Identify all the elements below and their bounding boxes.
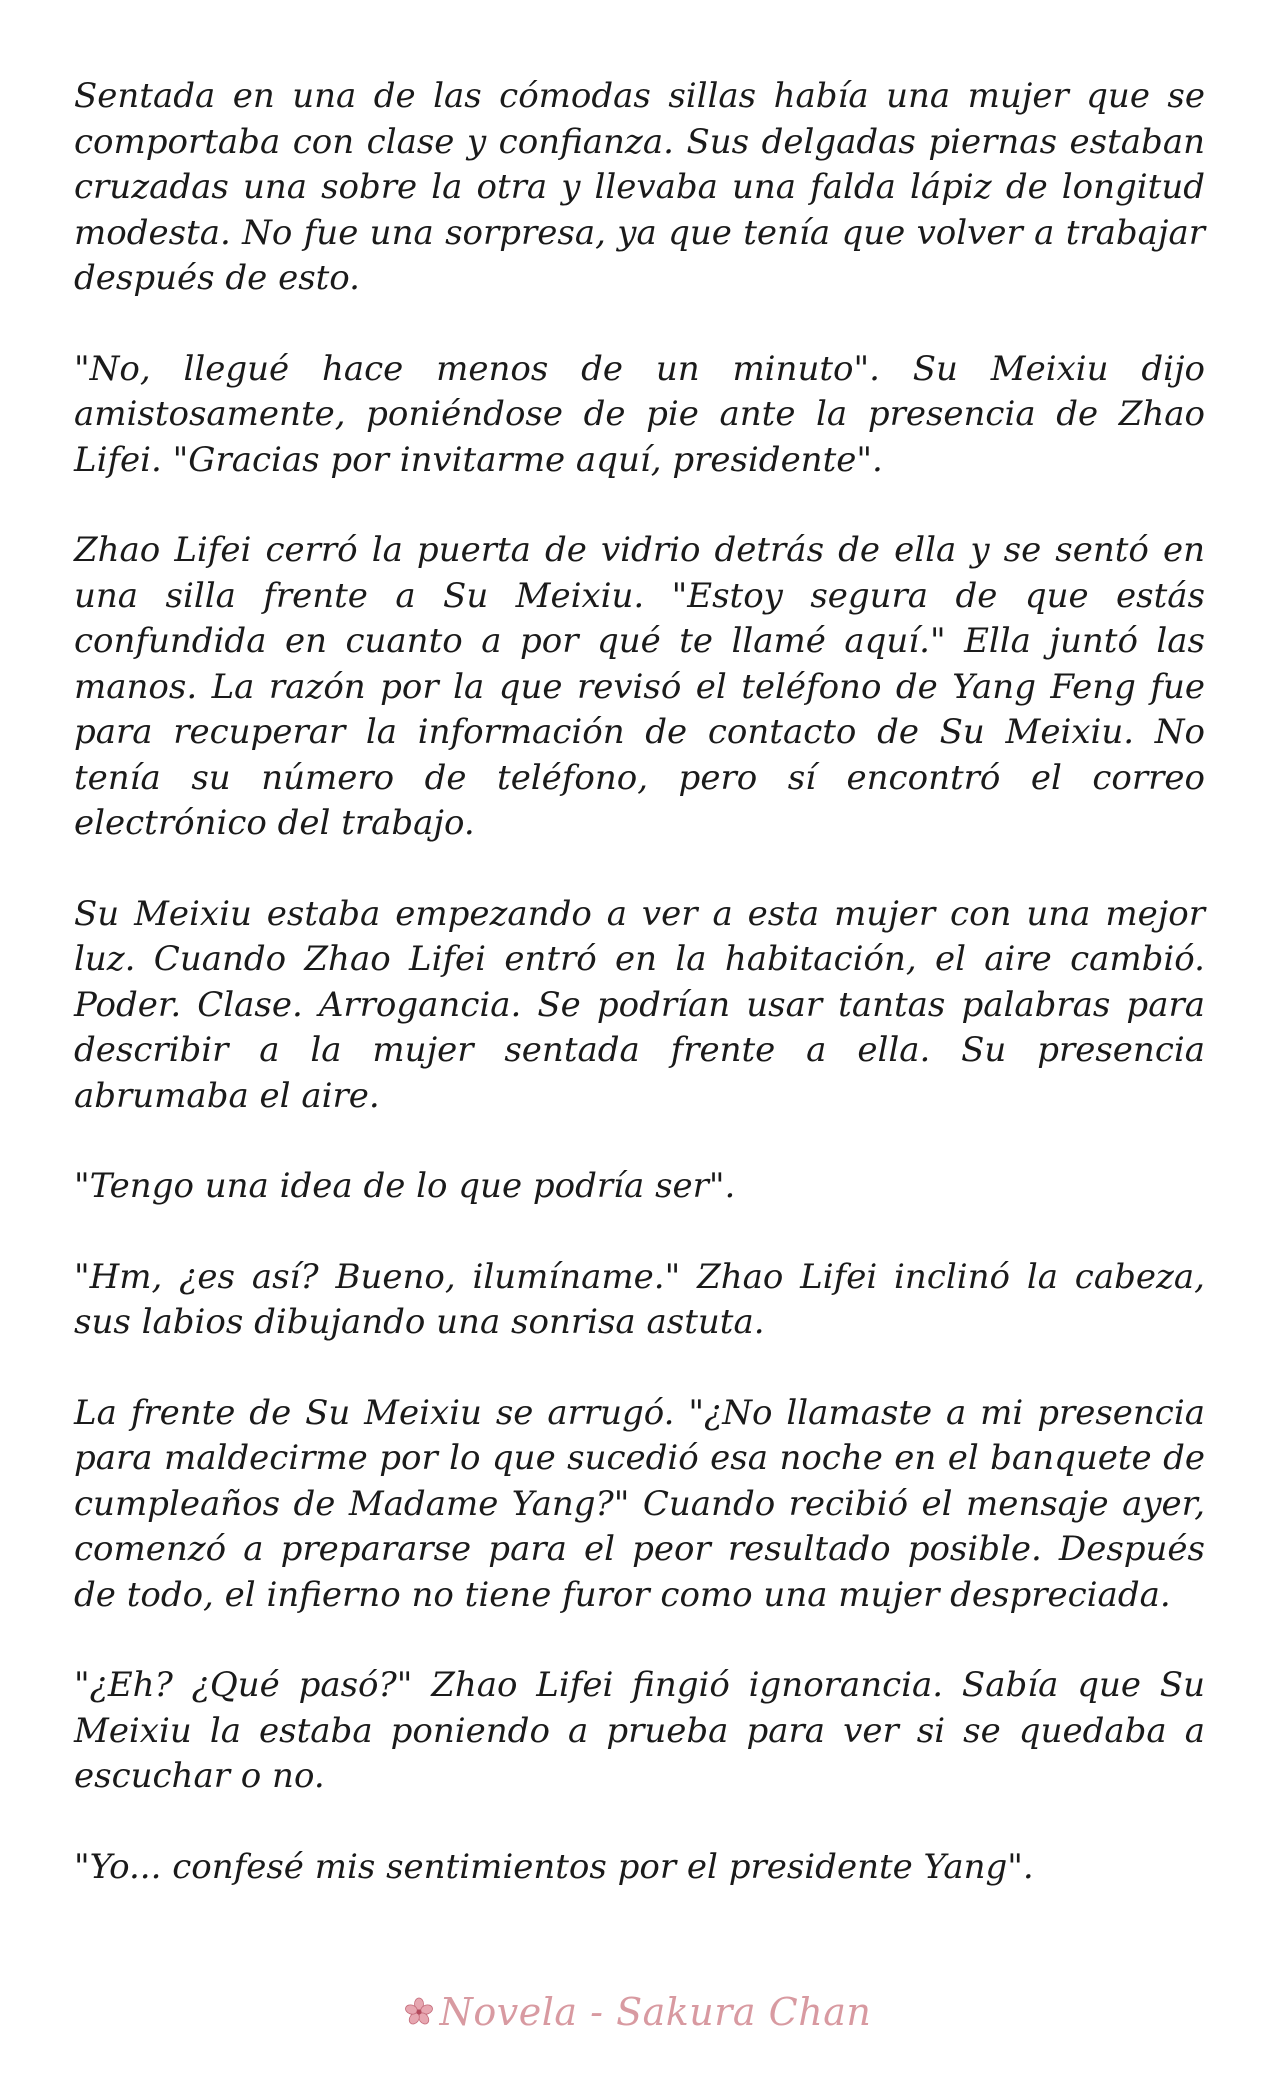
paragraph-8: "¿Eh? ¿Qué pasó?" Zhao Lifei fingió ignorancia. Sabía que Su Meixiu la estaba poniendo a prueba para ver si se quedaba a escuchar o no. — [74, 1665, 1205, 1796]
paragraph-2: "No, llegué hace menos de un minuto". Su Meixiu dijo amistosamente, poniéndose de pie ante la presencia de Zhao Lifei. "Gracias por invitarme aquí, presidente". — [74, 348, 1205, 480]
document-body — [74, 74, 1205, 1935]
paragraph-1: Sentada en una de las cómodas sillas había una mujer que se comportaba con clase y confianza. Sus delgadas piernas estaban cruzadas una sobre la otra y llevaba una falda lápiz de longitud modesta. No fue una sorpresa, ya que tenía que volver a trabajar después de esto. — [74, 76, 1205, 298]
paragraph-3: Zhao Lifei cerró la puerta de vidrio detrás de ella y se sentó en una silla frente a Su Meixiu. "Estoy segura de que estás confundida en cuanto a por qué te llamé aquí." Ella juntó las manos. La razón por la que revisó el teléfono de Yang Feng fue para recuperar la información de contacto de Su Meixiu. No tenía su número de teléfono, pero sí encontró el correo electrónico del trabajo. — [74, 530, 1205, 843]
paragraph-4: Su Meixiu estaba empezando a ver a esta mujer con una mejor luz. Cuando Zhao Lifei entró en la habitación, el aire cambió. Poder. Clase. Arrogancia. Se podrían usar tantas palabras para describir a la mujer sentada frente a ella. Su presencia abrumaba el aire. — [74, 893, 1205, 1116]
paragraph-6: "Hm, ¿es así? Bueno, ilumíname." Zhao Lifei inclinó la cabeza, sus labios dibujando una sonrisa astuta. — [74, 1256, 1205, 1342]
watermark-footer — [0, 1990, 1275, 2034]
paragraph-5: "Tengo una idea de lo que podría ser". — [74, 1166, 736, 1206]
paragraph-7: La frente de Su Meixiu se arrugó. "¿No llamaste a mi presencia para maldecirme por lo que sucedió esa noche en el banquete de cumpleaños de Madame Yang?" Cuando recibió el mensaje ayer, comenzó a prepararse para el peor resultado posible. Después de todo, el infierno no tiene furor como una mujer despreciada. — [74, 1392, 1205, 1615]
sakura-flower-icon — [404, 1992, 434, 2022]
footer-text: Novela - Sakura Chan — [439, 1990, 872, 2034]
paragraph-9: "Yo... confesé mis sentimientos por el presidente Yang". — [74, 1846, 1034, 1887]
